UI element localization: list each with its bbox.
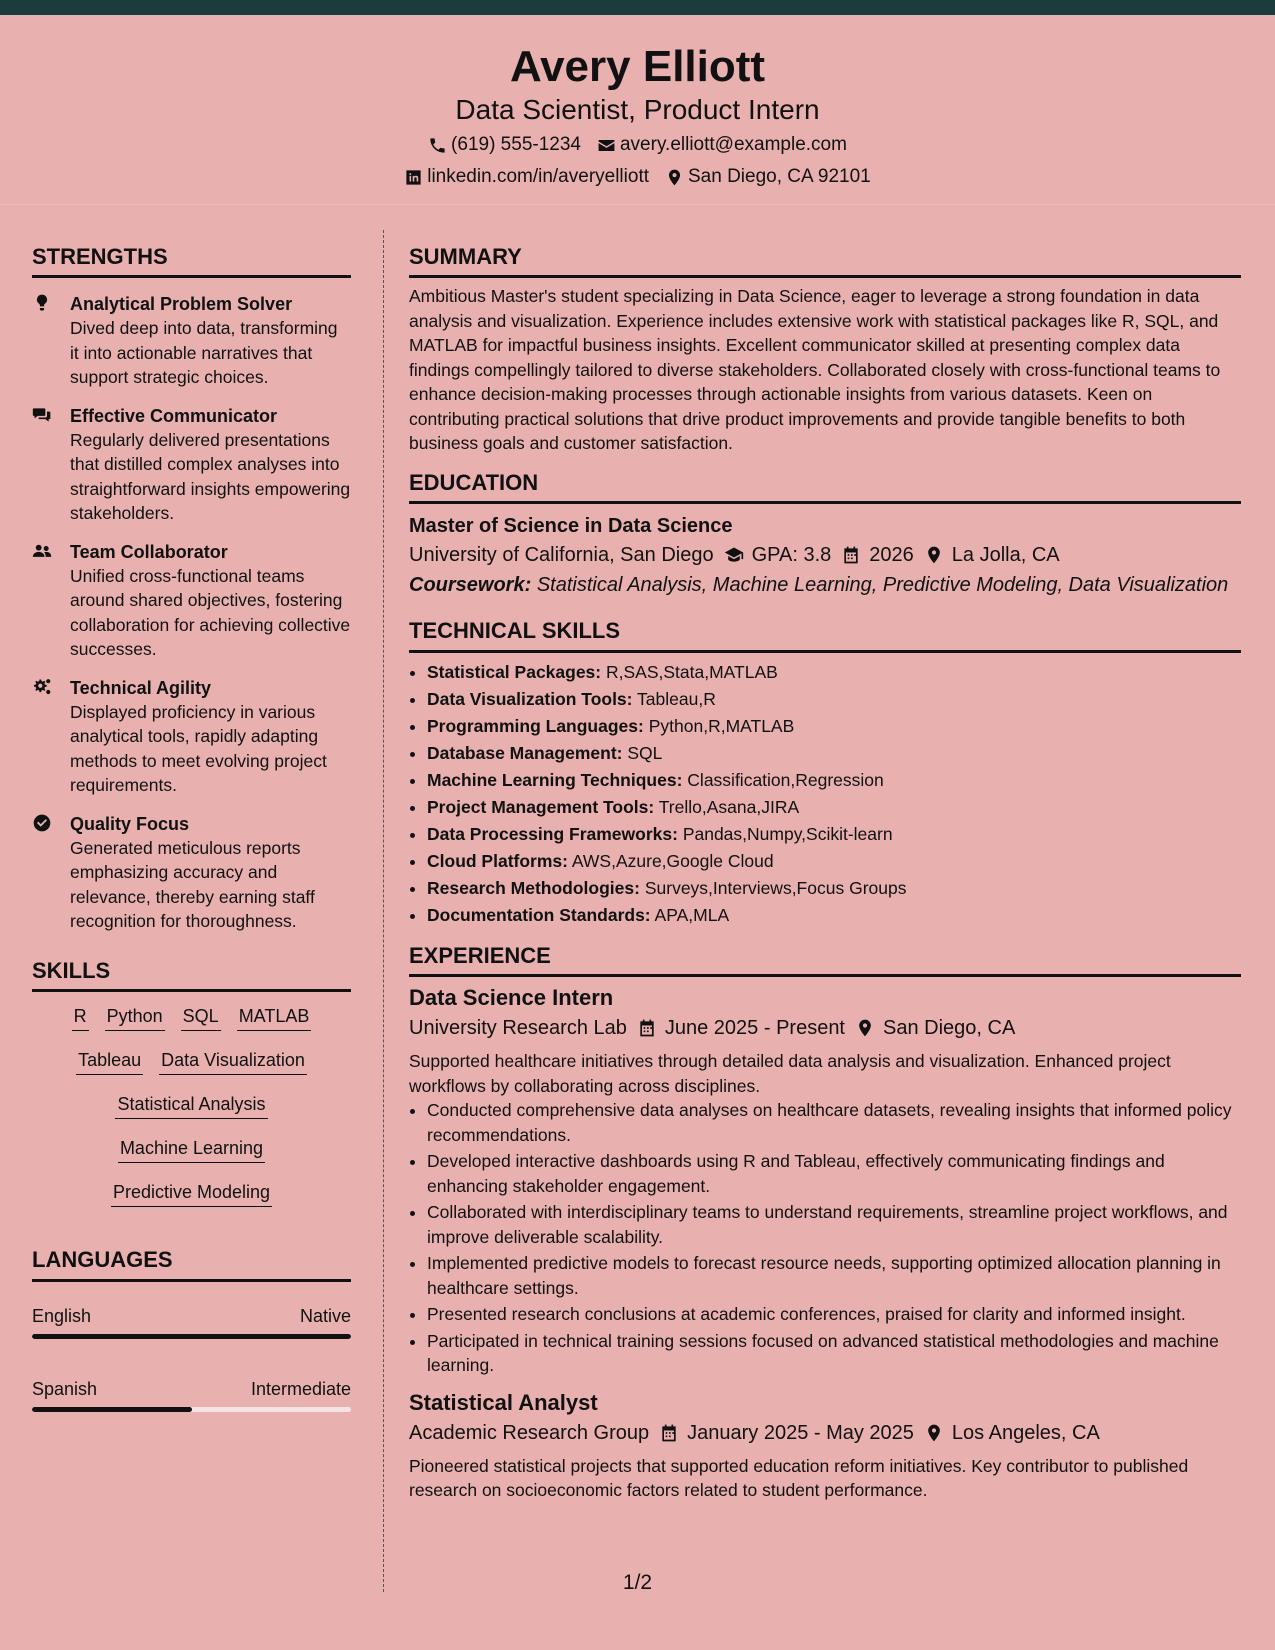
job-meta <box>409 1013 1241 1043</box>
school-location: La Jolla, CA <box>951 544 1060 567</box>
strength-title: Quality Focus <box>70 813 190 834</box>
strength-title: Analytical Problem Solver <box>70 294 293 315</box>
tech-skill-value: APA,MLA <box>654 904 730 925</box>
language-proficiency-bar <box>32 1407 351 1412</box>
experience-entry <box>409 1388 1241 1503</box>
language-name: Spanish <box>32 1378 98 1399</box>
list-item <box>427 821 1241 848</box>
strength-item <box>32 540 351 662</box>
language-item <box>32 1377 351 1412</box>
users-icon <box>32 541 52 561</box>
map-pin-icon <box>924 1423 944 1443</box>
tech-skill-label: Database Management: <box>427 742 623 763</box>
tech-skill-value: Classification,Regression <box>687 769 884 790</box>
strength-title: Team Collaborator <box>70 541 228 562</box>
tech-skill-label: Data Visualization Tools: <box>427 688 633 709</box>
degree-title: Master of Science in Data Science <box>409 515 733 538</box>
tech-skill-label: Research Methodologies: <box>427 877 640 898</box>
linkedin-contact[interactable] <box>404 166 649 188</box>
language-name: English <box>32 1305 92 1326</box>
strength-desc: Generated meticulous reports emphasizing accuracy and relevance, thereby earning staff recognition for thoroughness. <box>70 837 315 932</box>
list-item <box>427 848 1241 875</box>
tech-skill-value: Trello,Asana,JIRA <box>658 796 800 817</box>
strength-desc: Dived deep into data, transforming it into actionable narratives that support strategic choices. <box>70 318 338 388</box>
tech-skill-value: Python,R,MATLAB <box>648 715 795 736</box>
technical-skills-list <box>409 659 1241 929</box>
list-item: • Participated in technical training sessions focused on advanced statistical methodologies and machine learning. <box>427 1329 1241 1378</box>
skill-chip: Predictive Modeling <box>111 1180 272 1207</box>
language-proficiency-bar <box>32 1334 351 1339</box>
list-item: • Conducted comprehensive data analyses on healthcare datasets, revealing insights that informed policy recommendations. <box>427 1098 1241 1147</box>
gears-icon <box>32 677 52 697</box>
strength-title: Technical Agility <box>70 677 212 698</box>
strength-item <box>32 812 351 934</box>
location-contact <box>665 166 871 188</box>
top-accent-bar <box>0 0 1275 15</box>
envelope-icon <box>597 136 616 155</box>
skill-chip: MATLAB <box>237 1004 312 1031</box>
map-pin-icon <box>855 1018 875 1038</box>
job-location: Los Angeles, CA <box>951 1421 1100 1444</box>
job-meta <box>409 1418 1241 1448</box>
candidate-name: Avery Elliott <box>509 42 766 91</box>
tech-skill-label: Machine Learning Techniques: <box>427 769 683 790</box>
list-item: • Developed interactive dashboards using R and Tableau, effectively communicating findings and enhancing stakeholder engagement. <box>427 1149 1241 1198</box>
list-item: • Implemented predictive models to forecast resource needs, supporting optimized allocation planning in healthcare settings. <box>427 1251 1241 1300</box>
language-proficiency-fill <box>32 1407 192 1412</box>
skills-list <box>32 992 351 1207</box>
list-item <box>427 740 1241 767</box>
linkedin-icon <box>404 168 423 187</box>
graduation-cap-icon <box>724 545 744 565</box>
school-name: University of California, San Diego <box>409 544 714 567</box>
job-bullets <box>409 1098 1241 1378</box>
summary-heading: SUMMARY <box>409 244 1241 278</box>
tech-skill-value: R,SAS,Stata,MATLAB <box>606 661 778 682</box>
strengths-heading: STRENGTHS <box>32 244 351 278</box>
list-item <box>427 902 1241 929</box>
list-item <box>427 875 1241 902</box>
tech-skill-value: Surveys,Interviews,Focus Groups <box>644 877 907 898</box>
job-org: University Research Lab <box>409 1017 627 1040</box>
skill-chip: Tableau <box>76 1048 143 1075</box>
tech-skill-label: Programming Languages: <box>427 715 644 736</box>
left-column <box>32 244 351 1412</box>
tech-skill-label: Documentation Standards: <box>427 904 651 925</box>
job-description: Supported healthcare initiatives through detailed data analysis and visualization. Enhanced project workflows by collaborating across disciplines. <box>409 1051 1171 1096</box>
email-text[interactable]: avery.elliott@example.com <box>619 134 847 155</box>
contact-row-1 <box>0 134 1275 156</box>
coursework <box>409 570 1241 600</box>
strength-item <box>32 404 351 526</box>
experience-entry <box>409 983 1241 1378</box>
check-circle-icon <box>32 813 52 833</box>
coursework-text: Statistical Analysis, Machine Learning, Predictive Modeling, Data Visualization <box>536 574 1229 597</box>
tech-skill-label: Cloud Platforms: <box>427 850 568 871</box>
experience-heading: EXPERIENCE <box>409 943 1241 977</box>
map-pin-icon <box>924 545 944 565</box>
calendar-icon <box>659 1423 679 1443</box>
list-item <box>427 794 1241 821</box>
skills-heading: SKILLS <box>32 958 351 992</box>
strength-item <box>32 292 351 390</box>
tech-skill-value: SQL <box>627 742 663 763</box>
job-title: Statistical Analyst <box>409 1389 598 1415</box>
location-text: San Diego, CA 92101 <box>688 166 871 187</box>
language-item <box>32 1304 351 1339</box>
list-item: • Presented research conclusions at academic conferences, praised for clarity and informed insight. <box>427 1302 1241 1327</box>
tech-skill-value: Pandas,Numpy,Scikit-learn <box>682 823 893 844</box>
strength-desc: Unified cross-functional teams around shared objectives, fostering collaboration for achieving collective successes. <box>70 565 351 660</box>
tech-skill-value: Tableau,R <box>637 688 716 709</box>
strength-item <box>32 676 351 798</box>
languages-heading: LANGUAGES <box>32 1247 351 1281</box>
tech-skill-label: Statistical Packages: <box>427 661 602 682</box>
list-item <box>427 659 1241 686</box>
coursework-label: Coursework: <box>409 574 532 597</box>
email-contact[interactable] <box>597 134 847 156</box>
strength-desc: Displayed proficiency in various analytical tools, rapidly adapting methods to meet evolving project requirements. <box>70 701 327 796</box>
language-proficiency-fill <box>32 1334 351 1339</box>
skill-chip: Machine Learning <box>118 1136 265 1163</box>
skill-chip: Python <box>105 1004 165 1031</box>
candidate-title: Data Scientist, Product Intern <box>455 94 820 125</box>
tech-skill-label: Data Processing Frameworks: <box>427 823 678 844</box>
lightbulb-icon <box>32 293 52 313</box>
graduation-year: 2026 <box>869 544 914 567</box>
page-number: 1/2 <box>622 1571 653 1594</box>
job-dates: June 2025 - Present <box>664 1017 845 1040</box>
map-pin-icon <box>665 168 684 187</box>
education-heading: EDUCATION <box>409 470 1241 504</box>
technical-skills-heading: TECHNICAL SKILLS <box>409 618 1241 652</box>
job-title: Data Science Intern <box>409 985 614 1011</box>
resume-header <box>0 15 1275 205</box>
skill-chip: R <box>72 1004 89 1031</box>
tech-skill-value: AWS,Azure,Google Cloud <box>571 850 774 871</box>
education-meta <box>409 540 1241 570</box>
job-location: San Diego, CA <box>883 1017 1016 1040</box>
tech-skill-label: Project Management Tools: <box>427 796 655 817</box>
column-divider <box>383 230 384 1592</box>
language-level: Native <box>299 1305 351 1326</box>
phone-text: (619) 555-1234 <box>451 134 581 155</box>
skill-chip: SQL <box>181 1004 221 1031</box>
comments-icon <box>32 405 52 425</box>
phone-icon <box>428 136 447 155</box>
list-item <box>427 767 1241 794</box>
strength-desc: Regularly delivered presentations that distilled complex analyses into straightforward insights empowering stakeholders. <box>70 429 351 524</box>
right-column <box>409 244 1241 1503</box>
job-org: Academic Research Group <box>409 1421 650 1444</box>
phone-contact <box>428 134 581 156</box>
skill-chip: Data Visualization <box>159 1048 307 1075</box>
job-dates: January 2025 - May 2025 <box>687 1421 914 1444</box>
strength-title: Effective Communicator <box>70 405 278 426</box>
calendar-icon <box>637 1018 657 1038</box>
job-description: Pioneered statistical projects that supported education reform initiatives. Key contributor to published research on socioeconomic factors related to student performance. <box>409 1455 1189 1501</box>
contact-row-2 <box>0 166 1275 188</box>
summary-text: Ambitious Master's student specializing in Data Science, eager to leverage a strong foundation in data analysis and visualization. Experience includes extensive work with statistical packages like R, SQL, and MATLAB for impactful business insights. Excellent communicator skilled at presenting complex data findings compellingly tailored to diverse stakeholders. Collaborated closely with cross-functional teams to enhance decision-making processes through actionable insights from various datasets. Keen on contributing practical solutions that drive product improvements and provide tangible benefits to both business goals and customer satisfaction. <box>409 286 1221 454</box>
language-level: Intermediate <box>250 1378 351 1399</box>
list-item <box>427 686 1241 713</box>
linkedin-text[interactable]: linkedin.com/in/averyelliott <box>427 166 649 187</box>
gpa-text: GPA: 3.8 <box>751 544 832 567</box>
calendar-icon <box>841 545 861 565</box>
skill-chip: Statistical Analysis <box>115 1092 267 1119</box>
list-item: • Collaborated with interdisciplinary teams to understand requirements, streamline project workflows, and improve deliverable scalability. <box>427 1200 1241 1249</box>
list-item <box>427 713 1241 740</box>
